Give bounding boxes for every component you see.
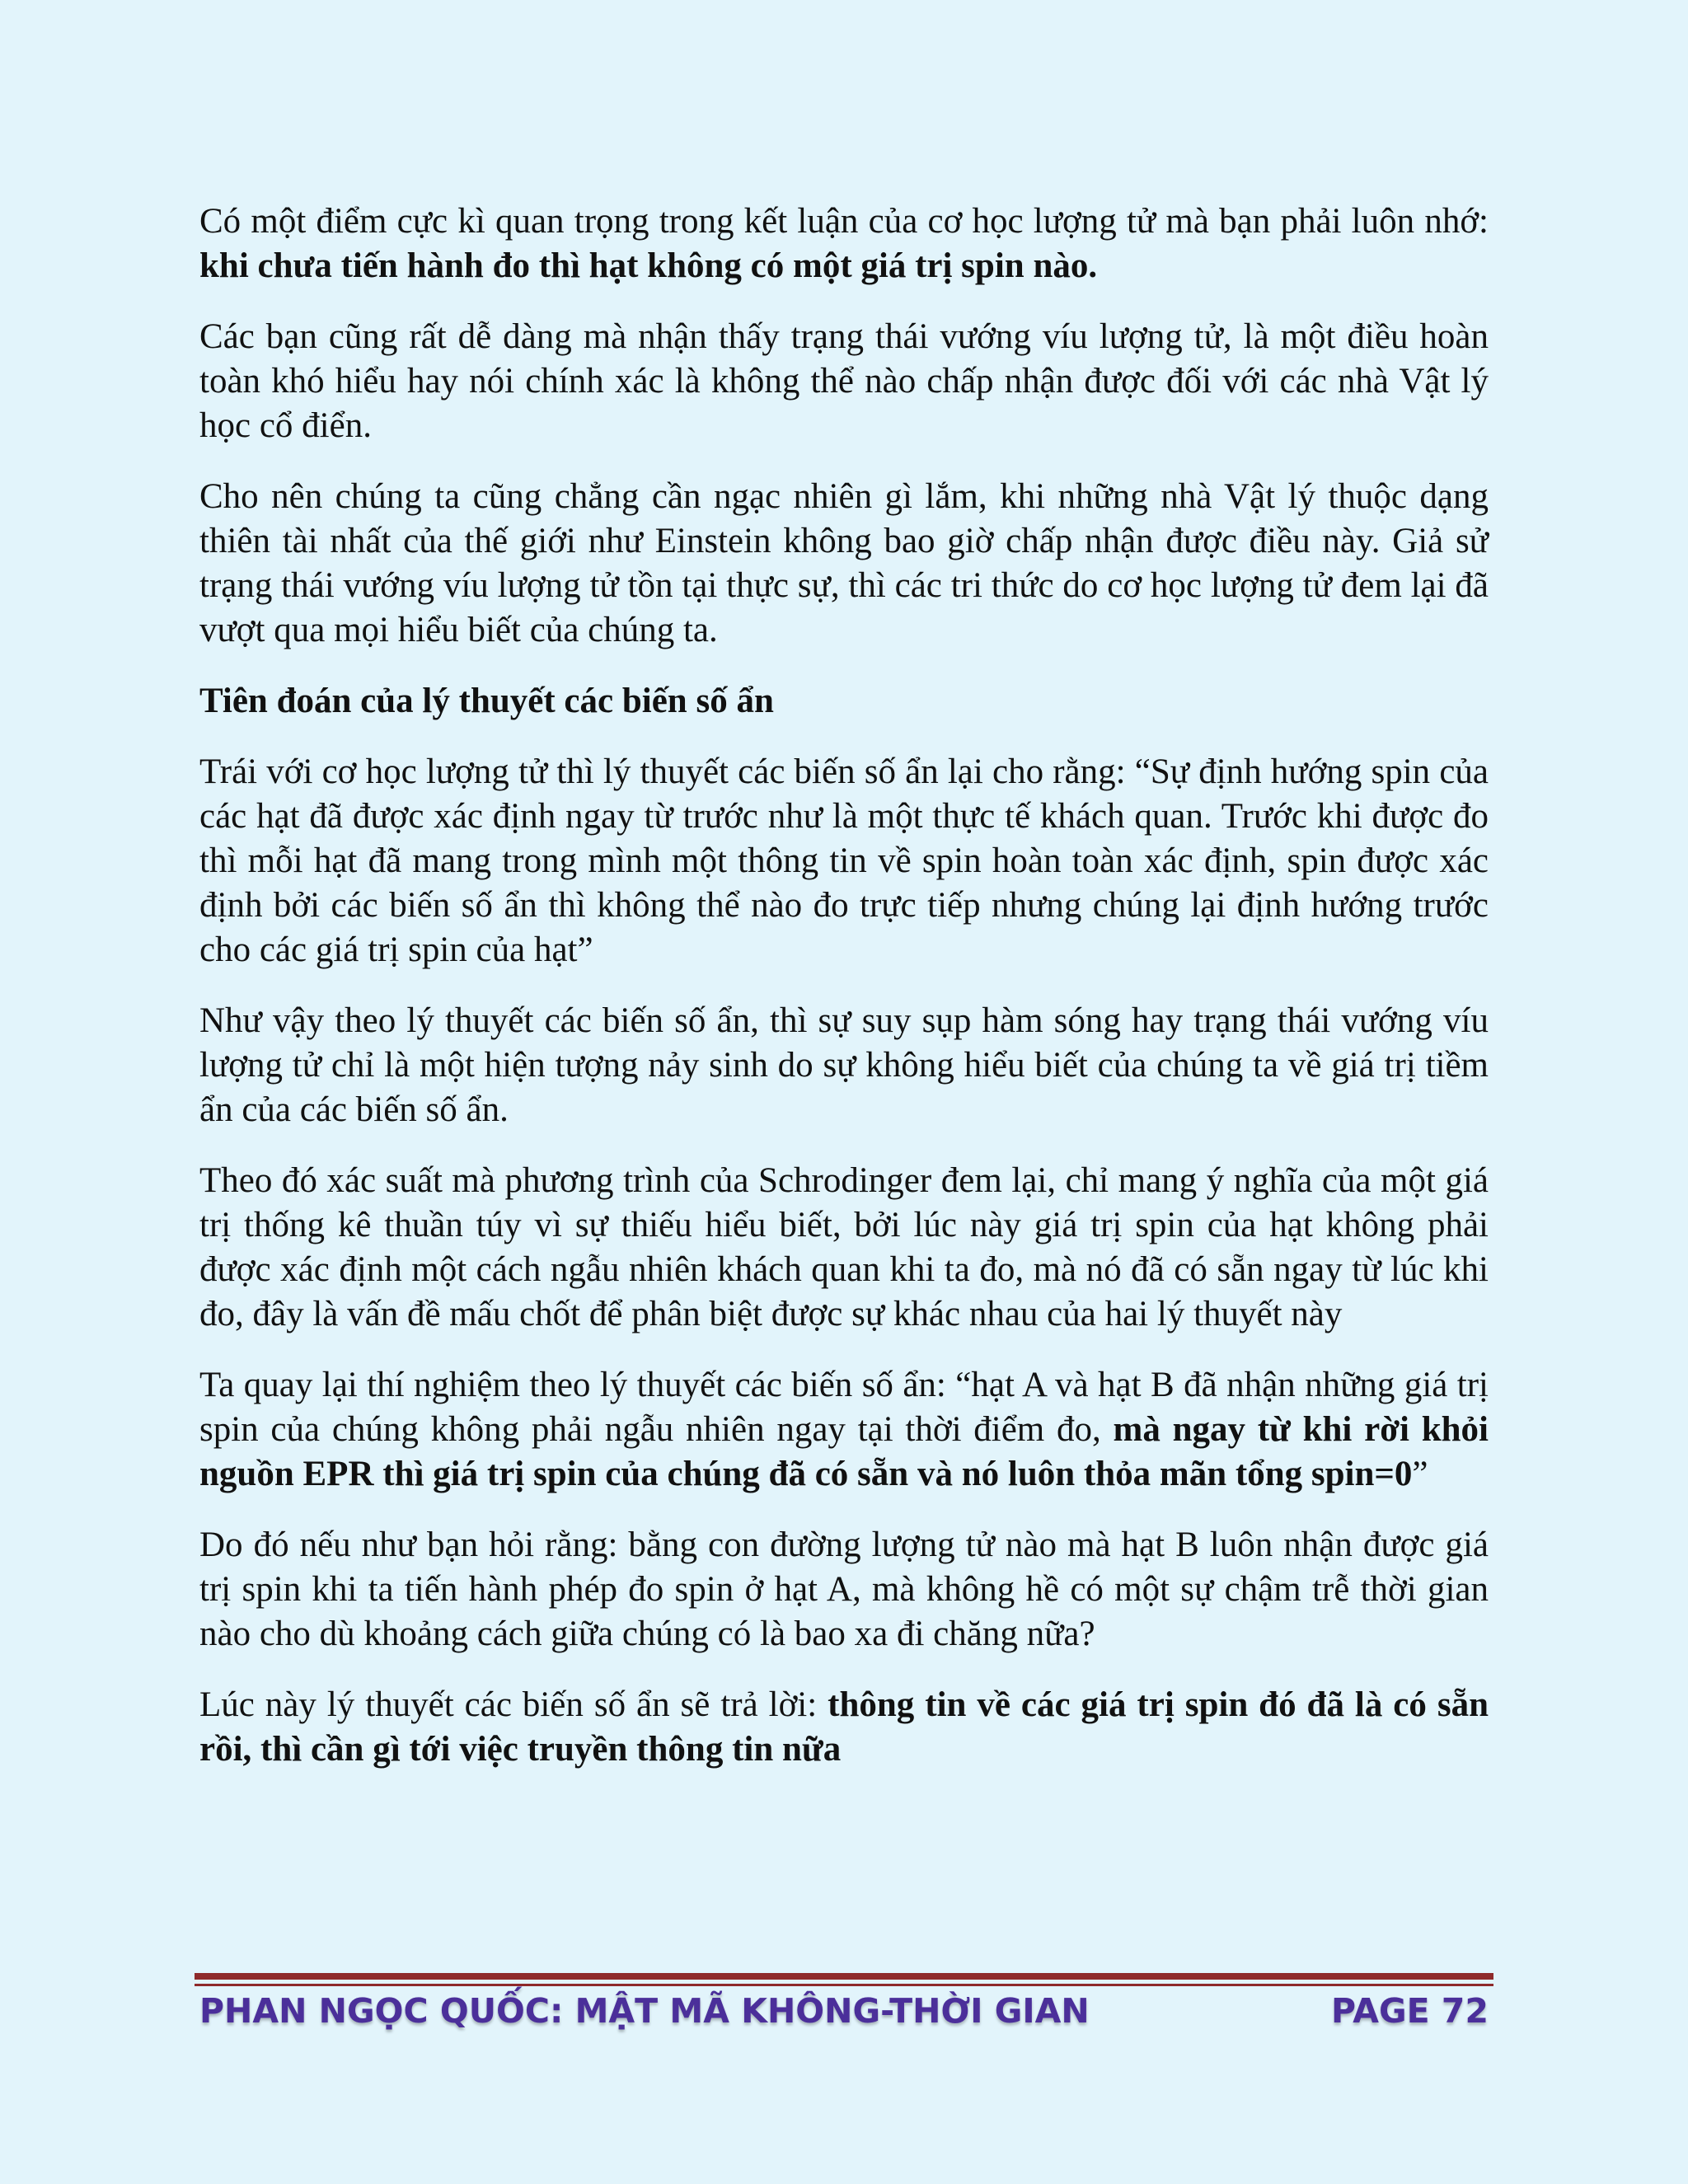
paragraph-2-text: Các bạn cũng rất dễ dàng mà nhận thấy trạng thái vướng víu lượng tử, là một điều hoàn toàn khó hiểu hay nói chính xác là không thể nào chấp nhận được đối với các nhà Vật lý học cổ điển.	[199, 317, 1489, 445]
paragraph-7	[199, 1363, 1489, 1497]
paragraph-5	[199, 999, 1489, 1132]
page-body	[199, 199, 1489, 1798]
paragraph-1-bold: khi chưa tiến hành đo thì hạt không có một giá trị spin nào.	[199, 246, 1098, 285]
paragraph-9	[199, 1683, 1489, 1772]
paragraph-6-text: Theo đó xác suất mà phương trình của Schrodinger đem lại, chỉ mang ý nghĩa của một giá trị thống kê thuần túy vì sự thiếu hiểu biết, bởi lúc này giá trị spin của hạt không phải được xác định một cách ngẫu nhiên khách quan khi ta đo, mà nó đã có sẵn ngay từ lúc khi đo, đây là vấn đề mấu chốt để phân biệt được sự khác nhau của hai lý thuyết này	[199, 1161, 1489, 1333]
paragraph-7-bold: mà ngay từ khi rời khỏi nguồn EPR thì giá trị spin của chúng đã có sẵn và nó luôn thỏa mãn tổng spin=0	[199, 1410, 1489, 1493]
footer-book-title: PHAN NGỌC QUỐC: MẬT MÃ KHÔNG-THỜI GIAN	[199, 1991, 1090, 2031]
paragraph-7-text: Ta quay lại thí nghiệm theo lý thuyết các biến số ẩn: “hạt A và hạt B đã nhận những giá trị spin của chúng không phải ngẫu nhiên ngay tại thời điểm đo,	[199, 1366, 1489, 1449]
paragraph-2	[199, 315, 1489, 448]
paragraph-1	[199, 199, 1489, 288]
paragraph-9-bold: thông tin về các giá trị spin đó đã là có sẵn rồi, thì cần gì tới việc truyền thông tin nữa	[199, 1685, 1489, 1769]
paragraph-4-text: Trái với cơ học lượng tử thì lý thuyết các biến số ẩn lại cho rằng: “Sự định hướng spin của các hạt đã được xác định ngay từ trước như là một thực tế khách quan. Trước khi được đo thì mỗi hạt đã mang trong mình một thông tin về spin hoàn toàn xác định, spin được xác định bởi các biến số ẩn thì không thể nào đo trực tiếp nhưng chúng lại định hướng trước cho các giá trị spin của hạt”	[199, 752, 1489, 969]
footer-page-number: PAGE 72	[1330, 1991, 1489, 2031]
footer-divider-thick	[195, 1973, 1493, 1980]
paragraph-7-close-quote: ”	[1412, 1455, 1428, 1493]
paragraph-6	[199, 1159, 1489, 1337]
paragraph-8-text: Do đó nếu như bạn hỏi rằng: bằng con đường lượng tử nào mà hạt B luôn nhận được giá trị spin khi ta tiến hành phép đo spin ở hạt A, mà không hề có một sự chậm trễ thời gian nào cho dù khoảng cách giữa chúng có là bao xa đi chăng nữa?	[199, 1526, 1489, 1653]
paragraph-5-text: Như vậy theo lý thuyết các biến số ẩn, thì sự suy sụp hàm sóng hay trạng thái vướng víu lượng tử chỉ là một hiện tượng nảy sinh do sự không hiểu biết của chúng ta về giá trị tiềm ẩn của các biến số ẩn.	[199, 1001, 1489, 1129]
footer-divider	[195, 1973, 1493, 1986]
paragraph-8	[199, 1523, 1489, 1657]
paragraph-3	[199, 475, 1489, 653]
page-footer	[199, 1986, 1489, 2036]
paragraph-3-text: Cho nên chúng ta cũng chẳng cần ngạc nhiên gì lắm, khi những nhà Vật lý thuộc dạng thiên tài nhất của thế giới như Einstein không bao giờ chấp nhận được điều này. Giả sử trạng thái vướng víu lượng tử tồn tại thực sự, thì các tri thức do cơ học lượng tử đem lại đã vượt qua mọi hiểu biết của chúng ta.	[199, 477, 1489, 649]
paragraph-1-text: Có một điểm cực kì quan trọng trong kết luận của cơ học lượng tử mà bạn phải luôn nhớ:	[199, 202, 1489, 241]
paragraph-9-text: Lúc này lý thuyết các biến số ẩn sẽ trả lời:	[199, 1685, 828, 1724]
paragraph-4	[199, 750, 1489, 972]
section-heading: Tiên đoán của lý thuyết các biến số ẩn	[199, 682, 774, 720]
